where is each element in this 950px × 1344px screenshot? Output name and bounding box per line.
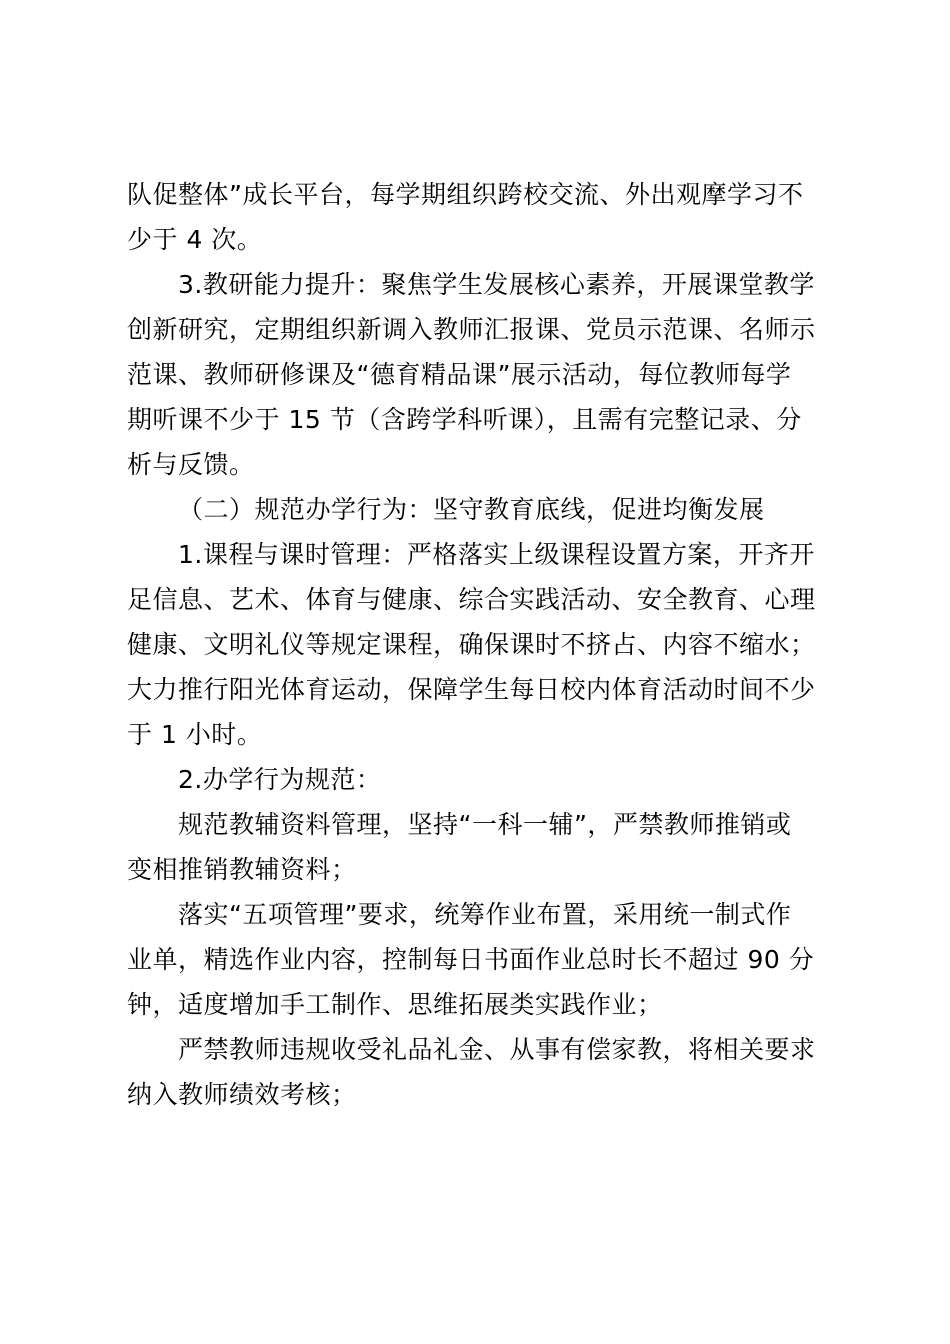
text-line: 大力推行阳光体育运动，保障学生每日校内体育活动时间不少 bbox=[127, 675, 816, 704]
text-line: 足信息、艺术、体育与健康、综合实践活动、安全教育、心理 bbox=[127, 585, 816, 614]
text-line: 2.办学行为规范： bbox=[178, 765, 382, 794]
text-line: 严禁教师违规收受礼品礼金、从事有偿家教，将相关要求 bbox=[178, 1035, 816, 1064]
text-line: 规范教辅资料管理，坚持“一科一辅”，严禁教师推销或 bbox=[178, 810, 792, 839]
text-line: 健康、文明礼仪等规定课程，确保课时不挤占、内容不缩水； bbox=[127, 630, 816, 659]
text-line: 钟，适度增加手工制作、思维拓展类实践作业； bbox=[127, 990, 663, 1019]
text-line: 变相推销教辅资料； bbox=[127, 855, 357, 884]
text-line: 落实“五项管理”要求，统筹作业布置，采用统一制式作 bbox=[178, 900, 792, 929]
text-line: 析与反馈。 bbox=[127, 450, 255, 479]
text-line: 队促整体”成长平台，每学期组织跨校交流、外出观摩学习不 bbox=[127, 180, 804, 209]
text-line: 3.教研能力提升：聚焦学生发展核心素养，开展课堂教学 bbox=[178, 270, 815, 299]
text-line: 业单，精选作业内容，控制每日书面作业总时长不超过 90 分 bbox=[127, 945, 815, 974]
text-line: 创新研究，定期组织新调入教师汇报课、党员示范课、名师示 bbox=[127, 315, 816, 344]
text-line: 少于 4 次。 bbox=[127, 225, 263, 254]
text-line: 1.课程与课时管理：严格落实上级课程设置方案，开齐开 bbox=[178, 540, 815, 569]
section-heading: （二）规范办学行为：坚守教育底线，促进均衡发展 bbox=[178, 495, 765, 524]
text-line: 范课、教师研修课及“德育精品课”展示活动，每位教师每学 bbox=[127, 360, 792, 389]
text-line: 纳入教师绩效考核； bbox=[127, 1080, 357, 1109]
text-line: 于 1 小时。 bbox=[127, 720, 263, 749]
text-line: 期听课不少于 15 节（含跨学科听课），且需有完整记录、分 bbox=[127, 405, 802, 434]
